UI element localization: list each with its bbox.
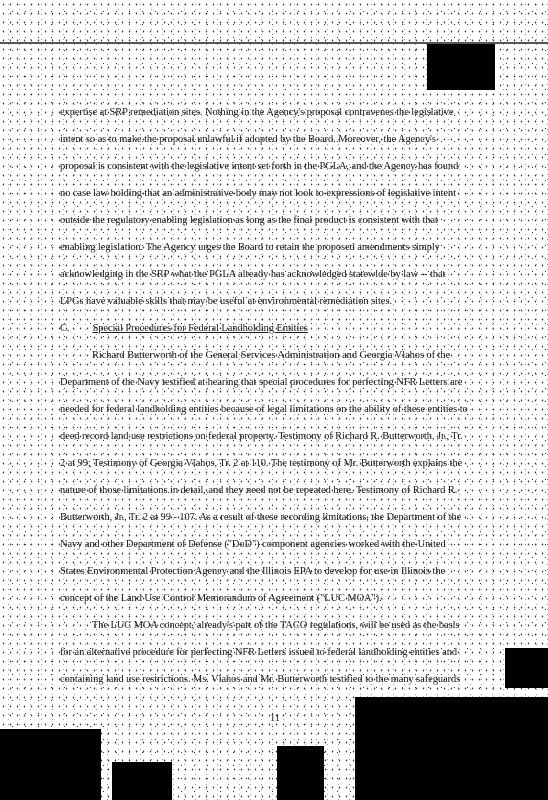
text-line: expertise at SRP remediation sites. Nothing in the Agency's proposal contravenes the legislative [60, 107, 454, 118]
text-line: enabling legislation. The Agency urges the Board to retain the proposed amendments simply [60, 242, 440, 253]
redaction-block [0, 729, 101, 800]
redaction-block [277, 746, 324, 800]
section-title: Special Procedures for Federal Landholding Entities [92, 323, 308, 334]
text-line: 2 at 99; Testimony of Georgia Vlahos, Tr. 2 at 110. The testimony of Mr. Butterworth explains the [60, 458, 463, 469]
text-line: concept of the Land Use Control Memorandum of Agreement ("LUC MOA"). [60, 593, 382, 604]
text-line: Richard Butterworth of the General Services Administration and Georgia Vlahos of the [92, 350, 451, 361]
section-letter: C. [60, 323, 70, 334]
page-number: 11 [270, 713, 281, 724]
text-line: Department of the Navy testified at hearing that special procedures for perfecting NFR Letters are [60, 377, 463, 388]
text-line: no case law holding that an administrative body may not look to expressions of legislative intent [60, 188, 456, 199]
text-line: nature of those limitations in detail, and they need not be repeated here. Testimony of Richard R. [60, 485, 458, 496]
text-line: LPGs have valuable skills that may be useful at environmental remediation sites. [60, 296, 392, 307]
text-line: acknowledging in the SRP what the PGLA already has acknowledged statewide by law -- that [60, 269, 446, 280]
section-heading [60, 322, 506, 335]
text-line: States Environmental Protection Agency and the Illinois EPA to develop for use in Illinois the [60, 566, 446, 577]
text-line: for an alternative procedure for perfecting NFR Letters issued to federal landholding entities and [60, 647, 458, 658]
redaction-block [355, 697, 548, 800]
text-line: deed record land use restrictions on federal property. Testimony of Richard R. Butterworth, Jr., Tr. [60, 431, 463, 442]
text-line: proposal is consistent with the legislative intent set forth in the PGLA, and the Agency has found [60, 161, 459, 172]
redaction-block [427, 44, 495, 90]
text-line: intent so as to make the proposal unlawful if adopted by the Board. Moreover, the Agency's [60, 134, 436, 145]
text-line: containing land use restrictions. Ms. Vlahos and Mr. Butterworth testified to the many safeguards [60, 674, 461, 685]
text-line: Butterworth, Jr., Tr. 2 at 99 - 107. As a result of these recording limitations, the Department of the [60, 512, 462, 523]
text-line: outside the regulatory enabling legislation as long as the final product is consistent with that [60, 215, 438, 226]
text-line: Navy and other Department of Defense ("DoD") component agencies worked with the United [60, 539, 446, 550]
redaction-block [112, 762, 172, 800]
text-line: The LUC MOA concept, already's part of the TACO regulations, will be used as the basis [92, 620, 460, 631]
redaction-block [505, 648, 548, 688]
text-line: needed for federal landholding entities because of legal limitations on the ability of these entities to [60, 404, 468, 415]
